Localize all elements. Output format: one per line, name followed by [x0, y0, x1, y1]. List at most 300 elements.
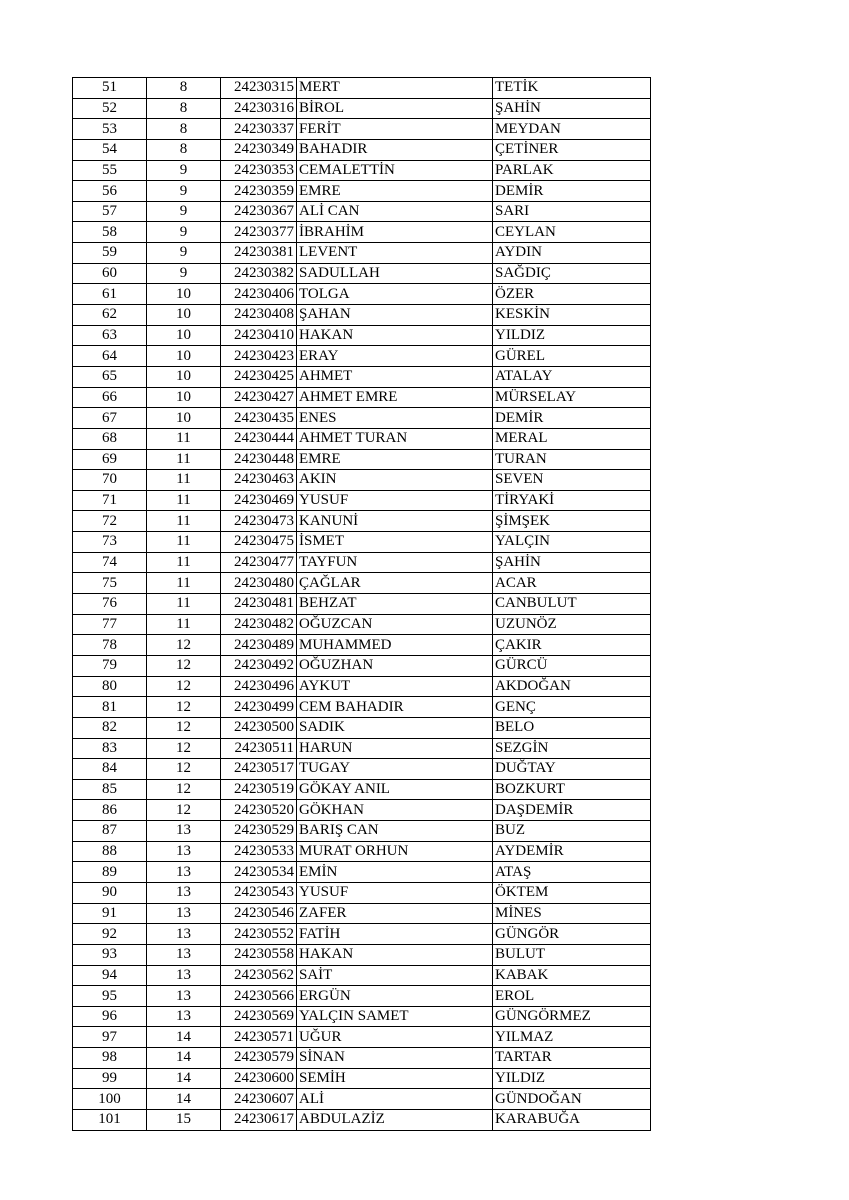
group-cell: 11	[147, 428, 221, 449]
last-name-cell: KESKİN	[493, 305, 651, 326]
student-list-table	[72, 77, 651, 1131]
first-name-cell: ABDULAZİZ	[297, 1110, 493, 1131]
student-id-cell: 24230435	[221, 408, 297, 429]
student-id-cell: 24230382	[221, 263, 297, 284]
table-row	[73, 98, 651, 119]
group-cell: 10	[147, 325, 221, 346]
last-name-cell: GÜREL	[493, 346, 651, 367]
student-id-cell: 24230543	[221, 882, 297, 903]
last-name-cell: DAŞDEMİR	[493, 800, 651, 821]
table-row	[73, 965, 651, 986]
row-number-cell: 96	[73, 1006, 147, 1027]
table-row	[73, 181, 651, 202]
table-row	[73, 1068, 651, 1089]
student-id-cell: 24230475	[221, 532, 297, 553]
student-id-cell: 24230489	[221, 635, 297, 656]
table-row	[73, 821, 651, 842]
student-id-cell: 24230359	[221, 181, 297, 202]
first-name-cell: AKIN	[297, 470, 493, 491]
table-row	[73, 366, 651, 387]
group-cell: 11	[147, 511, 221, 532]
group-cell: 10	[147, 305, 221, 326]
table-row	[73, 594, 651, 615]
group-cell: 12	[147, 676, 221, 697]
table-row	[73, 717, 651, 738]
last-name-cell: BOZKURT	[493, 779, 651, 800]
group-cell: 10	[147, 346, 221, 367]
row-number-cell: 82	[73, 717, 147, 738]
last-name-cell: GÜRCÜ	[493, 655, 651, 676]
last-name-cell: ÇAKIR	[493, 635, 651, 656]
table-row	[73, 325, 651, 346]
student-id-cell: 24230406	[221, 284, 297, 305]
last-name-cell: DEMİR	[493, 408, 651, 429]
last-name-cell: MİNES	[493, 903, 651, 924]
row-number-cell: 94	[73, 965, 147, 986]
group-cell: 12	[147, 655, 221, 676]
student-id-cell: 24230410	[221, 325, 297, 346]
row-number-cell: 61	[73, 284, 147, 305]
row-number-cell: 100	[73, 1089, 147, 1110]
student-id-cell: 24230571	[221, 1027, 297, 1048]
last-name-cell: MERAL	[493, 428, 651, 449]
last-name-cell: AYDIN	[493, 243, 651, 264]
group-cell: 12	[147, 635, 221, 656]
row-number-cell: 62	[73, 305, 147, 326]
last-name-cell: YILDIZ	[493, 325, 651, 346]
table-row	[73, 1110, 651, 1131]
group-cell: 14	[147, 1048, 221, 1069]
table-row	[73, 119, 651, 140]
last-name-cell: GÜNGÖR	[493, 924, 651, 945]
group-cell: 9	[147, 263, 221, 284]
group-cell: 8	[147, 78, 221, 99]
first-name-cell: SEMİH	[297, 1068, 493, 1089]
table-row	[73, 1006, 651, 1027]
row-number-cell: 67	[73, 408, 147, 429]
table-row	[73, 511, 651, 532]
last-name-cell: KABAK	[493, 965, 651, 986]
last-name-cell: EROL	[493, 986, 651, 1007]
last-name-cell: SEVEN	[493, 470, 651, 491]
last-name-cell: GENÇ	[493, 697, 651, 718]
group-cell: 11	[147, 614, 221, 635]
first-name-cell: GÖKHAN	[297, 800, 493, 821]
last-name-cell: SAĞDIÇ	[493, 263, 651, 284]
row-number-cell: 87	[73, 821, 147, 842]
student-id-cell: 24230499	[221, 697, 297, 718]
table-row	[73, 676, 651, 697]
row-number-cell: 97	[73, 1027, 147, 1048]
last-name-cell: GÜNGÖRMEZ	[493, 1006, 651, 1027]
student-id-cell: 24230480	[221, 573, 297, 594]
student-id-cell: 24230607	[221, 1089, 297, 1110]
first-name-cell: CEMALETTİN	[297, 160, 493, 181]
table-row	[73, 160, 651, 181]
student-id-cell: 24230337	[221, 119, 297, 140]
last-name-cell: SEZGİN	[493, 738, 651, 759]
row-number-cell: 51	[73, 78, 147, 99]
table-row	[73, 139, 651, 160]
first-name-cell: MUHAMMED	[297, 635, 493, 656]
row-number-cell: 53	[73, 119, 147, 140]
last-name-cell: CANBULUT	[493, 594, 651, 615]
row-number-cell: 95	[73, 986, 147, 1007]
first-name-cell: ALİ CAN	[297, 201, 493, 222]
table-row	[73, 882, 651, 903]
last-name-cell: TETİK	[493, 78, 651, 99]
table-row	[73, 408, 651, 429]
last-name-cell: CEYLAN	[493, 222, 651, 243]
student-id-cell: 24230600	[221, 1068, 297, 1089]
student-id-cell: 24230316	[221, 98, 297, 119]
group-cell: 9	[147, 160, 221, 181]
student-id-cell: 24230520	[221, 800, 297, 821]
last-name-cell: DUĞTAY	[493, 759, 651, 780]
first-name-cell: AHMET	[297, 366, 493, 387]
table-row	[73, 284, 651, 305]
row-number-cell: 65	[73, 366, 147, 387]
table-row	[73, 635, 651, 656]
first-name-cell: BİROL	[297, 98, 493, 119]
last-name-cell: MÜRSELAY	[493, 387, 651, 408]
table-row	[73, 697, 651, 718]
row-number-cell: 54	[73, 139, 147, 160]
table-row	[73, 428, 651, 449]
row-number-cell: 64	[73, 346, 147, 367]
group-cell: 8	[147, 119, 221, 140]
first-name-cell: MURAT ORHUN	[297, 841, 493, 862]
row-number-cell: 85	[73, 779, 147, 800]
student-id-cell: 24230481	[221, 594, 297, 615]
first-name-cell: GÖKAY ANIL	[297, 779, 493, 800]
table-row	[73, 944, 651, 965]
student-id-cell: 24230353	[221, 160, 297, 181]
group-cell: 14	[147, 1027, 221, 1048]
student-id-cell: 24230463	[221, 470, 297, 491]
row-number-cell: 92	[73, 924, 147, 945]
row-number-cell: 58	[73, 222, 147, 243]
last-name-cell: ŞİMŞEK	[493, 511, 651, 532]
student-id-cell: 24230552	[221, 924, 297, 945]
first-name-cell: BAHADIR	[297, 139, 493, 160]
table-row	[73, 449, 651, 470]
student-id-cell: 24230569	[221, 1006, 297, 1027]
row-number-cell: 83	[73, 738, 147, 759]
first-name-cell: BARIŞ CAN	[297, 821, 493, 842]
last-name-cell: TİRYAKİ	[493, 490, 651, 511]
row-number-cell: 59	[73, 243, 147, 264]
first-name-cell: TOLGA	[297, 284, 493, 305]
student-id-cell: 24230381	[221, 243, 297, 264]
group-cell: 11	[147, 470, 221, 491]
first-name-cell: YUSUF	[297, 882, 493, 903]
last-name-cell: ÖZER	[493, 284, 651, 305]
student-id-cell: 24230448	[221, 449, 297, 470]
group-cell: 9	[147, 201, 221, 222]
group-cell: 9	[147, 243, 221, 264]
group-cell: 14	[147, 1068, 221, 1089]
student-id-cell: 24230423	[221, 346, 297, 367]
row-number-cell: 68	[73, 428, 147, 449]
last-name-cell: YILDIZ	[493, 1068, 651, 1089]
first-name-cell: CEM BAHADIR	[297, 697, 493, 718]
first-name-cell: LEVENT	[297, 243, 493, 264]
row-number-cell: 73	[73, 532, 147, 553]
first-name-cell: AYKUT	[297, 676, 493, 697]
table-row	[73, 222, 651, 243]
first-name-cell: ALİ	[297, 1089, 493, 1110]
row-number-cell: 88	[73, 841, 147, 862]
table-row	[73, 614, 651, 635]
row-number-cell: 89	[73, 862, 147, 883]
row-number-cell: 75	[73, 573, 147, 594]
group-cell: 11	[147, 449, 221, 470]
table-row	[73, 986, 651, 1007]
table-row	[73, 573, 651, 594]
table-row	[73, 1027, 651, 1048]
row-number-cell: 56	[73, 181, 147, 202]
last-name-cell: ŞAHİN	[493, 552, 651, 573]
first-name-cell: FATİH	[297, 924, 493, 945]
group-cell: 8	[147, 98, 221, 119]
last-name-cell: ÖKTEM	[493, 882, 651, 903]
student-id-cell: 24230427	[221, 387, 297, 408]
group-cell: 12	[147, 759, 221, 780]
row-number-cell: 79	[73, 655, 147, 676]
table-row	[73, 305, 651, 326]
row-number-cell: 63	[73, 325, 147, 346]
group-cell: 11	[147, 552, 221, 573]
first-name-cell: AHMET TURAN	[297, 428, 493, 449]
group-cell: 12	[147, 800, 221, 821]
first-name-cell: ZAFER	[297, 903, 493, 924]
row-number-cell: 93	[73, 944, 147, 965]
row-number-cell: 57	[73, 201, 147, 222]
group-cell: 12	[147, 738, 221, 759]
student-id-cell: 24230473	[221, 511, 297, 532]
first-name-cell: SİNAN	[297, 1048, 493, 1069]
row-number-cell: 66	[73, 387, 147, 408]
first-name-cell: ERAY	[297, 346, 493, 367]
first-name-cell: UĞUR	[297, 1027, 493, 1048]
group-cell: 13	[147, 965, 221, 986]
last-name-cell: KARABUĞA	[493, 1110, 651, 1131]
table-row	[73, 738, 651, 759]
group-cell: 10	[147, 284, 221, 305]
first-name-cell: HAKAN	[297, 325, 493, 346]
table-row	[73, 779, 651, 800]
table-row	[73, 862, 651, 883]
student-id-cell: 24230529	[221, 821, 297, 842]
student-id-cell: 24230425	[221, 366, 297, 387]
last-name-cell: GÜNDOĞAN	[493, 1089, 651, 1110]
row-number-cell: 71	[73, 490, 147, 511]
group-cell: 14	[147, 1089, 221, 1110]
last-name-cell: AKDOĞAN	[493, 676, 651, 697]
group-cell: 13	[147, 903, 221, 924]
student-id-cell: 24230477	[221, 552, 297, 573]
student-id-cell: 24230519	[221, 779, 297, 800]
row-number-cell: 90	[73, 882, 147, 903]
group-cell: 13	[147, 821, 221, 842]
student-id-cell: 24230517	[221, 759, 297, 780]
group-cell: 9	[147, 181, 221, 202]
student-id-cell: 24230500	[221, 717, 297, 738]
row-number-cell: 84	[73, 759, 147, 780]
group-cell: 13	[147, 862, 221, 883]
first-name-cell: AHMET EMRE	[297, 387, 493, 408]
first-name-cell: EMRE	[297, 181, 493, 202]
group-cell: 13	[147, 882, 221, 903]
first-name-cell: HAKAN	[297, 944, 493, 965]
first-name-cell: MERT	[297, 78, 493, 99]
last-name-cell: BELO	[493, 717, 651, 738]
table-row	[73, 1089, 651, 1110]
table-row	[73, 655, 651, 676]
group-cell: 13	[147, 924, 221, 945]
table-row	[73, 387, 651, 408]
group-cell: 10	[147, 366, 221, 387]
row-number-cell: 78	[73, 635, 147, 656]
student-id-cell: 24230534	[221, 862, 297, 883]
student-id-cell: 24230469	[221, 490, 297, 511]
student-id-cell: 24230617	[221, 1110, 297, 1131]
table-row	[73, 552, 651, 573]
last-name-cell: TARTAR	[493, 1048, 651, 1069]
student-id-cell: 24230367	[221, 201, 297, 222]
table-row	[73, 800, 651, 821]
table-row	[73, 841, 651, 862]
last-name-cell: AYDEMİR	[493, 841, 651, 862]
first-name-cell: YALÇIN SAMET	[297, 1006, 493, 1027]
row-number-cell: 70	[73, 470, 147, 491]
first-name-cell: SADIK	[297, 717, 493, 738]
student-id-cell: 24230562	[221, 965, 297, 986]
row-number-cell: 98	[73, 1048, 147, 1069]
first-name-cell: YUSUF	[297, 490, 493, 511]
row-number-cell: 81	[73, 697, 147, 718]
last-name-cell: YILMAZ	[493, 1027, 651, 1048]
table-row	[73, 201, 651, 222]
first-name-cell: EMİN	[297, 862, 493, 883]
student-id-cell: 24230408	[221, 305, 297, 326]
table-row	[73, 78, 651, 99]
table-row	[73, 903, 651, 924]
student-id-cell: 24230444	[221, 428, 297, 449]
last-name-cell: MEYDAN	[493, 119, 651, 140]
student-id-cell: 24230377	[221, 222, 297, 243]
row-number-cell: 77	[73, 614, 147, 635]
table-row	[73, 924, 651, 945]
first-name-cell: ENES	[297, 408, 493, 429]
row-number-cell: 86	[73, 800, 147, 821]
group-cell: 13	[147, 986, 221, 1007]
first-name-cell: SAİT	[297, 965, 493, 986]
last-name-cell: BUZ	[493, 821, 651, 842]
first-name-cell: BEHZAT	[297, 594, 493, 615]
group-cell: 13	[147, 841, 221, 862]
table-row	[73, 243, 651, 264]
last-name-cell: ATALAY	[493, 366, 651, 387]
group-cell: 11	[147, 594, 221, 615]
row-number-cell: 101	[73, 1110, 147, 1131]
first-name-cell: EMRE	[297, 449, 493, 470]
group-cell: 12	[147, 697, 221, 718]
student-id-cell: 24230496	[221, 676, 297, 697]
first-name-cell: OĞUZHAN	[297, 655, 493, 676]
row-number-cell: 60	[73, 263, 147, 284]
last-name-cell: DEMİR	[493, 181, 651, 202]
student-id-cell: 24230558	[221, 944, 297, 965]
last-name-cell: YALÇIN	[493, 532, 651, 553]
group-cell: 11	[147, 490, 221, 511]
group-cell: 13	[147, 944, 221, 965]
first-name-cell: İSMET	[297, 532, 493, 553]
last-name-cell: ÇETİNER	[493, 139, 651, 160]
row-number-cell: 91	[73, 903, 147, 924]
student-id-cell: 24230579	[221, 1048, 297, 1069]
group-cell: 11	[147, 532, 221, 553]
first-name-cell: İBRAHİM	[297, 222, 493, 243]
student-id-cell: 24230566	[221, 986, 297, 1007]
group-cell: 9	[147, 222, 221, 243]
group-cell: 12	[147, 717, 221, 738]
group-cell: 10	[147, 408, 221, 429]
group-cell: 11	[147, 573, 221, 594]
first-name-cell: HARUN	[297, 738, 493, 759]
student-id-cell: 24230315	[221, 78, 297, 99]
group-cell: 13	[147, 1006, 221, 1027]
first-name-cell: FERİT	[297, 119, 493, 140]
table-row	[73, 1048, 651, 1069]
first-name-cell: ERGÜN	[297, 986, 493, 1007]
row-number-cell: 74	[73, 552, 147, 573]
table-row	[73, 759, 651, 780]
row-number-cell: 80	[73, 676, 147, 697]
row-number-cell: 52	[73, 98, 147, 119]
group-cell: 8	[147, 139, 221, 160]
group-cell: 10	[147, 387, 221, 408]
student-id-cell: 24230482	[221, 614, 297, 635]
table-row	[73, 470, 651, 491]
group-cell: 12	[147, 779, 221, 800]
first-name-cell: SADULLAH	[297, 263, 493, 284]
row-number-cell: 72	[73, 511, 147, 532]
table-body	[73, 78, 651, 1131]
first-name-cell: TUGAY	[297, 759, 493, 780]
last-name-cell: BULUT	[493, 944, 651, 965]
first-name-cell: TAYFUN	[297, 552, 493, 573]
row-number-cell: 76	[73, 594, 147, 615]
student-id-cell: 24230511	[221, 738, 297, 759]
table-row	[73, 532, 651, 553]
table-row	[73, 263, 651, 284]
student-id-cell: 24230533	[221, 841, 297, 862]
student-id-cell: 24230546	[221, 903, 297, 924]
table-row	[73, 346, 651, 367]
first-name-cell: KANUNİ	[297, 511, 493, 532]
row-number-cell: 55	[73, 160, 147, 181]
first-name-cell: ŞAHAN	[297, 305, 493, 326]
last-name-cell: TURAN	[493, 449, 651, 470]
last-name-cell: ŞAHİN	[493, 98, 651, 119]
last-name-cell: ACAR	[493, 573, 651, 594]
group-cell: 15	[147, 1110, 221, 1131]
last-name-cell: ATAŞ	[493, 862, 651, 883]
table-row	[73, 490, 651, 511]
first-name-cell: ÇAĞLAR	[297, 573, 493, 594]
